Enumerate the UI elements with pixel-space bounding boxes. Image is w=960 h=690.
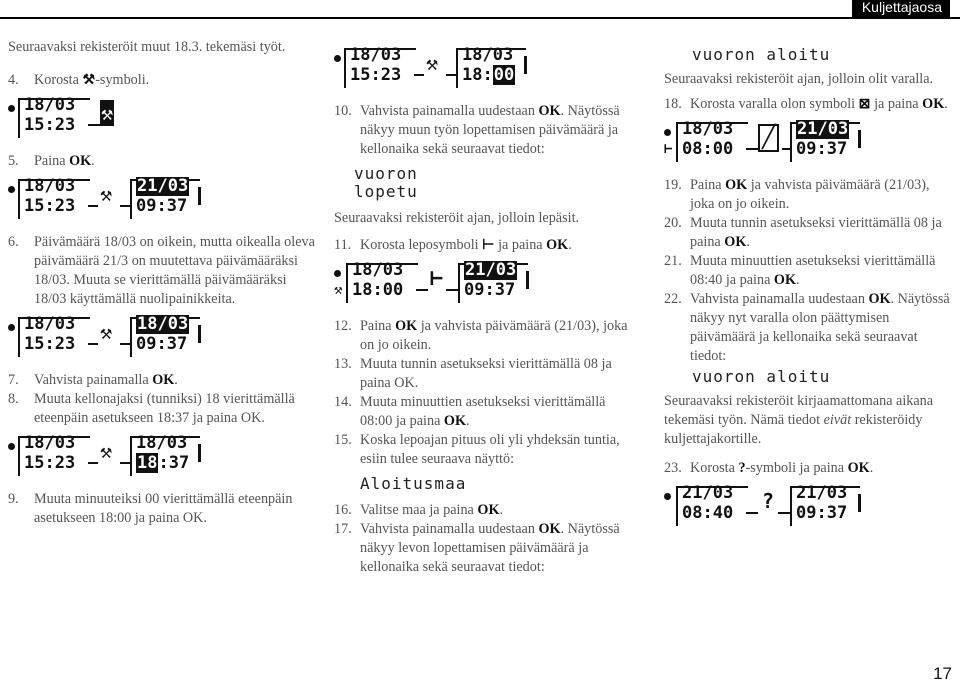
header-rule	[0, 17, 960, 19]
step-8: 8. Muuta kellonajaksi (tunniksi) 18 vierittämällä eteenpäin asetukseen 18:37 ja paina OK.	[8, 391, 295, 426]
question-icon: ?	[762, 489, 775, 513]
availability-icon: ⊠	[858, 96, 871, 112]
lcd-display-1: 18/03 15:23 ⚒	[8, 96, 318, 142]
unrecorded-work-note: Seuraavaksi rekisteröit kirjaamattomana aikana tekemäsi työn. Nämä tiedot eivät rekisteröidy kuljettajakortille.	[664, 393, 934, 447]
card-dot-icon	[334, 270, 341, 277]
lcd-display-7: ⊢ 18/03 08:00 ╱ 21/03 09:37	[664, 120, 954, 166]
column-1	[8, 38, 318, 528]
bed-icon: ⊢	[482, 237, 495, 253]
column-3	[664, 46, 954, 540]
start-country-message: Aloitusmaa	[360, 474, 467, 493]
page-number: 17	[933, 664, 952, 683]
start-of-shift-message-2: vuoron aloitu	[692, 367, 831, 386]
lcd-display-8: 21/03 08:40 ? 21/03 09:37	[664, 484, 954, 530]
step-9: 9. Muuta minuuteiksi 00 vierittämällä eteenpäin asetukseen 18:00 ja paina OK.	[8, 491, 293, 526]
column-2	[334, 46, 634, 577]
step-18: 18. Korosta varalla olon symboli ⊠ ja paina OK.	[664, 96, 948, 112]
step-15: 15. Koska lepoajan pituus oli yli yhdeksän tuntia, esiin tulee seuraava näyttö:	[334, 432, 620, 467]
step-12: 12. Paina OK ja vahvista päivämäärä (21/03), joka on jo oikein.	[334, 318, 628, 353]
step-11: 11. Korosta leposymboli ⊢ ja paina OK.	[334, 237, 572, 253]
step-16: 16. Valitse maa ja paina OK.	[334, 502, 504, 518]
step-22: 22. Vahvista painamalla uudestaan OK. Näytössä näkyy nyt varalla olon päättymisen päivämäärä ja kellonaika sekä seuraavat tiedot:	[664, 291, 950, 364]
header-title: Kuljettajaosa	[852, 0, 950, 18]
bed-small-icon: ⊢	[664, 141, 673, 157]
step-4: 4. Korosta ⚒-symboli.	[8, 72, 150, 88]
lcd-display-2: 18/03 15:23 ⚒ 21/03 09:37	[8, 177, 318, 223]
rest-intro: Seuraavaksi rekisteröit ajan, jolloin lepäsit.	[334, 210, 580, 226]
intro-text: Seuraavaksi rekisteröit muut 18.3. tekemäsi työt.	[8, 39, 286, 55]
step-21: 21. Muuta minuuttien asetukseksi vierittämällä 08:40 ja paina OK.	[664, 253, 936, 288]
hammers-icon: ⚒	[426, 51, 439, 75]
hammers-icon: ⚒	[100, 320, 113, 344]
step-14: 14. Muuta minuuttien asetukseksi vierittämällä 08:00 ja paina OK.	[334, 394, 606, 429]
lcd-display-6: ⚒ 18/03 18:00 ⊢ 21/03 09:37	[334, 261, 634, 307]
step-19: 19. Paina OK ja vahvista päivämäärä (21/03), joka on jo oikein.	[664, 177, 930, 212]
lcd-display-4: 18/03 15:23 ⚒ 18/03 18:37	[8, 434, 318, 480]
card-dot-icon	[664, 493, 671, 500]
hammers-icon: ⚒	[100, 182, 113, 206]
availability-intro: Seuraavaksi rekisteröit ajan, jolloin olit varalla.	[664, 71, 934, 87]
step-5: 5. Paina OK.	[8, 153, 95, 169]
card-dot-icon	[8, 105, 15, 112]
hammers-icon: ⚒	[82, 72, 96, 88]
hammers-icon: ⚒	[101, 101, 114, 125]
lcd-display-3: 18/03 15:23 ⚒ 18/03 09:37	[8, 315, 318, 361]
step-17: 17. Vahvista painamalla uudestaan OK. Näytössä näkyy levon lopettamisen päivämäärä ja kellonaika sekä seuraavat tiedot:	[334, 521, 620, 575]
step-6: 6. Päivämäärä 18/03 on oikein, mutta oikealla oleva päivämäärä 21/3 on muutettava päivämääräksi 18/03. Muuta se vierittämällä päivämääräksi 18/03 käyttämällä nuolipainikkeita.	[8, 234, 315, 307]
card-dot-icon	[8, 443, 15, 450]
step-20: 20. Muuta tunnin asetukseksi vierittämällä 08 ja paina OK.	[664, 215, 942, 250]
card-dot-icon	[8, 186, 15, 193]
step-13: 13. Muuta tunnin asetukseksi vierittämällä 08 ja paina OK.	[334, 356, 612, 391]
lcd-display-5: 18/03 15:23 ⚒ 18/03 18:00	[334, 46, 634, 92]
bed-icon: ⊢	[430, 266, 444, 291]
card-dot-icon	[8, 324, 15, 331]
hammers-icon: ⚒	[100, 439, 113, 463]
step-10: 10. Vahvista painamalla uudestaan OK. Näytössä näkyy muun työn lopettamisen päivämäärä ja kellonaika sekä seuraavat tiedot:	[334, 103, 620, 157]
hammers-small-icon: ⚒	[334, 282, 343, 298]
page-header	[0, 0, 960, 22]
step-23: 23. Korosta ?-symboli ja paina OK.	[664, 460, 874, 476]
unknown-symbol: ?	[738, 460, 746, 476]
availability-icon: ╱	[758, 124, 779, 152]
card-dot-icon	[334, 55, 341, 62]
step-7: 7. Vahvista painamalla OK.	[8, 372, 178, 388]
start-of-shift-message: vuoron aloitu	[692, 45, 831, 64]
card-dot-icon	[664, 129, 671, 136]
end-of-shift-message: vuoron lopetu	[354, 164, 418, 201]
